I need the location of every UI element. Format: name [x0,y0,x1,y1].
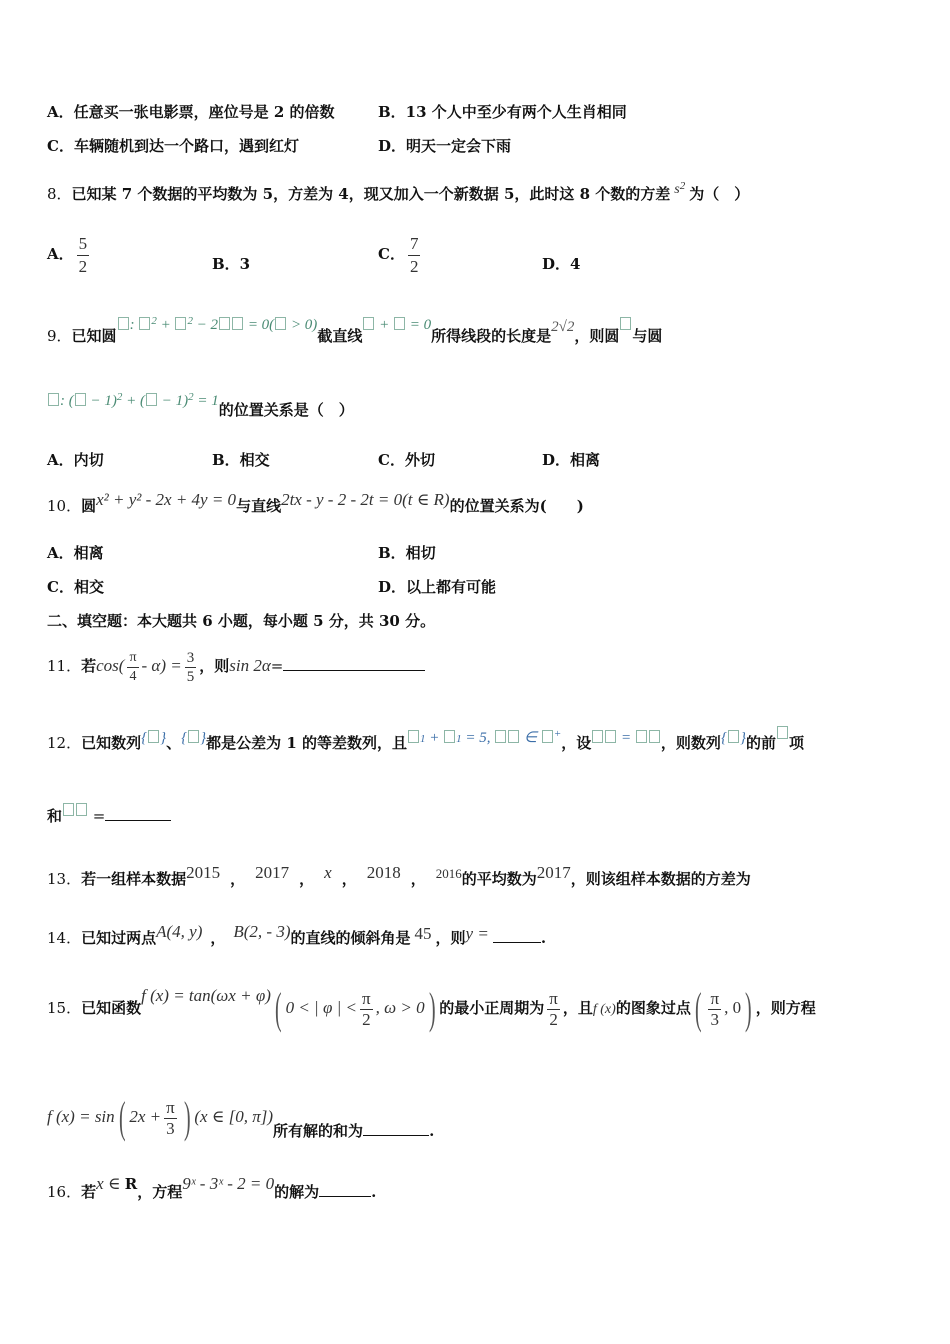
circle-n-equation-image: : ( − 1)$^2$ + ( − 1)$^2$ = 1 [47,393,219,409]
q10-option-d: D．以上都有可能 [378,578,497,596]
q7-option-c: C．车辆随机到达一个路口，遇到红灯 [47,137,299,155]
question-stem: 已知某 7 个数据的平均数为 5，方差为 4，现又加入一个新数据 5，此时这 8 个数的方差 [71,185,671,203]
answer-blank [105,806,171,821]
q10-option-b: B．相切 [378,544,436,562]
answer-blank [283,656,425,671]
question-15: 15．已知函数f (x) = tan(ωx + φ)( 0 < | φ | < $\frac{\pi}{2}$ , ω > 0) 的最小正周期为 $\frac{\pi}{2}$ ，且f (x)的图象过点( $\frac{\pi}{3}$ , 0) ，则方程 [47,984,816,1033]
q9-option-a: A．内切 [47,451,104,469]
q8-option-d: D．4 [542,255,581,273]
question-12: 12．已知数列{ }、{ }都是公差为 1 的等差数列，且 1 + 1 = 5, ∈ +，设 = ，则数列{ }的前 项 [47,728,804,752]
question-12-cont: 和 = [47,806,171,827]
q10-option-a: A．相离 [47,544,104,562]
section-title: 二、填空题：本大题共 6 小题，每小题 5 分，共 30 分。 [47,612,436,630]
question-14: 14．已知过两点A(4, y) ， B(2, - 3)的直线的倾斜角是 45 ，则y = . [47,922,547,947]
question-tail: 为（ ） [689,185,750,203]
q9-option-d: D．相离 [542,451,601,469]
line-equation: 2tx - y - 2 - 2t = 0(t ∈ R) [281,490,450,509]
question-15-cont: f (x) = sin( 2x + $\frac{\pi}{3}$ ) (x ∈ [0, π])所有解的和为 . [47,1093,435,1142]
question-11: 11．若cos( $\frac{\pi}{4}$ - α) = $\frac{3}{5}$ ，则sin 2α= [47,640,425,692]
question-9: 9．已知圆: $^2$ + $^2$ − 2 = 0( > 0)截直线 + = 0所得线段的长度是2√2，则圆 与圆 [47,315,663,345]
q7-option-a: A．任意买一张电影票，座位号是 2 的倍数 [47,103,335,121]
question-16: 16．若x ∈ R，方程9ˣ - 3ˣ - 2 = 0的解为 . [47,1174,377,1201]
q10-option-c: C．相交 [47,578,104,596]
question-10: 10．圆x² + y² - 2x + 4y = 0与直线2tx - y - 2 - 2t = 0(t ∈ R)的位置关系为( ) [47,490,584,515]
q8-option-a: A． $\frac{5}{2}$ [47,233,88,276]
answer-blank [363,1121,429,1136]
line-equation-image: + = 0 [362,317,431,333]
q9-option-c: C．外切 [378,451,435,469]
segment-length: 2√2 [551,319,575,335]
question-9-cont: : ( − 1)$^2$ + ( − 1)$^2$ = 1的位置关系是（ ） [47,400,354,422]
question-13: 13．若一组样本数据2015 ， 2017 ， x ， 2018 ， 2016的平均数为2017，则该组样本数据的方差为 [47,863,751,888]
circle-c-equation-image: : $^2$ + $^2$ − 2 = 0( > 0) [117,317,318,333]
question-number: 8． [47,185,72,203]
q7-option-b: B．13 个人中至少有两个人生肖相同 [378,103,627,121]
q7-option-d: D．明天一定会下雨 [378,137,512,155]
q8-option-b: B．3 [212,255,251,273]
circle-equation: x² + y² - 2x + 4y = 0 [96,490,237,509]
answer-blank [319,1182,371,1197]
answer-blank [493,928,541,943]
q8-option-c: C． $\frac{7}{2}$ [378,233,419,276]
variance-symbol: $s^2$ [674,180,686,197]
question-8 [47,180,750,206]
q9-option-b: B．相交 [212,451,270,469]
